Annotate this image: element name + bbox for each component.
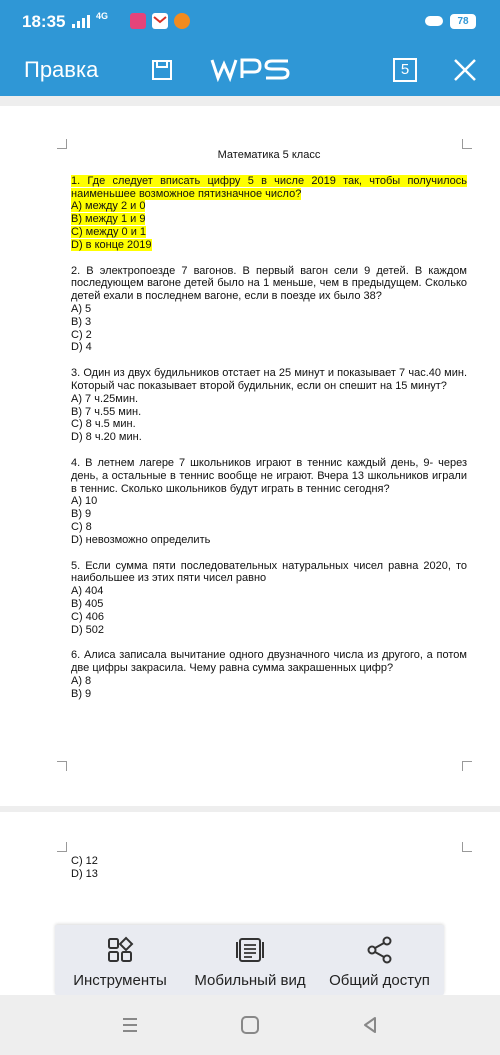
question-3 [71, 367, 467, 444]
question-2 [71, 265, 467, 355]
document-page-1[interactable] [0, 106, 500, 806]
question-text: 3. Один из двух будильников отстает на 25 минут и показывает 7 час.40 мин. Который час показывает второй будильник, если он спешит на 15 минут? [71, 367, 467, 392]
question-text: 5. Если сумма пяти последовательных натуральных чисел равна 2020, то наибольшее из этих пяти чисел равно [71, 559, 467, 585]
option: B) 3 [71, 315, 92, 328]
app-icon [174, 13, 190, 29]
tab-count-button[interactable]: 5 [393, 58, 417, 82]
share-button[interactable] [315, 925, 444, 995]
wps-logo [210, 56, 292, 82]
question-6 [71, 649, 467, 700]
option: D) невозможно определить [71, 533, 211, 546]
option: A) 10 [71, 495, 98, 508]
option: C) 2 [71, 328, 92, 341]
option: D) 502 [71, 623, 105, 636]
tools-icon [106, 936, 134, 964]
question-text: 1. Где следует вписать цифру 5 в числе 2019 так, чтобы получилось наименьшее возможное пятизначное число? [71, 174, 467, 200]
crop-mark [462, 761, 472, 771]
option: B) 9 [71, 508, 92, 521]
music-app-icon [130, 13, 146, 29]
save-icon[interactable] [150, 58, 174, 82]
option: B) 9 [71, 687, 92, 700]
document-body-continued [71, 855, 467, 881]
crop-mark [462, 139, 472, 149]
option: C) 12 [71, 855, 98, 867]
app-toolbar [0, 44, 500, 96]
option: D) 4 [71, 341, 92, 354]
question-text: 4. В летнем лагере 7 школьников играют в теннис каждый день, 9- через день, а остальные в теннис вообще не играют. Вчера 13 школьников играли в теннис. Сколько школьников будут играть в теннис сегодня? [71, 456, 467, 495]
edit-button[interactable]: Правка [24, 57, 99, 82]
option: A) 7 ч.25мин. [71, 392, 139, 405]
question-text: 6. Алиса записала вычитание одного двузначного числа из другого, а потом две цифры закрасила. Чему равна сумма закрашенных цифр? [71, 649, 467, 675]
status-bar [0, 0, 500, 44]
tools-label: Инструменты [73, 972, 167, 989]
option: C) 406 [71, 610, 105, 623]
crop-mark [57, 842, 67, 852]
option: D) в конце 2019 [71, 238, 152, 251]
back-icon[interactable] [360, 1015, 380, 1035]
question-5 [71, 560, 467, 637]
option: B) 405 [71, 597, 104, 610]
option: A) 8 [71, 674, 92, 687]
mobile-view-label: Мобильный вид [194, 972, 306, 989]
option: A) 404 [71, 585, 104, 598]
clock: 18:35 [22, 12, 66, 31]
home-icon[interactable] [240, 1015, 260, 1035]
crop-mark [57, 761, 67, 771]
gmail-icon [152, 13, 168, 29]
mobile-view-button[interactable] [185, 925, 315, 995]
tools-button[interactable] [55, 925, 185, 995]
network-type: 4G [96, 11, 109, 21]
mobile-view-icon [236, 936, 264, 964]
gamepad-icon [424, 14, 444, 28]
share-label: Общий доступ [329, 972, 430, 989]
question-text: 2. В электропоезде 7 вагонов. В первый вагон сели 9 детей. В каждом последующем вагоне детей было на 1 меньше, чем в предыдущем. Сколько детей ехали в последнем вагоне, если в поезде их было 38? [71, 264, 467, 303]
close-icon[interactable] [452, 57, 478, 83]
option: C) 8 [71, 520, 92, 533]
document-title: Математика 5 класс [217, 149, 321, 161]
option: C) 8 ч.5 мин. [71, 418, 136, 431]
signal-icon [72, 14, 90, 28]
option: D) 8 ч.20 мин. [71, 431, 142, 444]
bottom-action-panel [55, 925, 444, 995]
option: A) 5 [71, 302, 92, 315]
system-nav-bar [0, 995, 500, 1055]
option: D) 13 [71, 867, 98, 880]
question-1 [71, 175, 467, 252]
crop-mark [57, 139, 67, 149]
option: B) между 1 и 9 [71, 213, 146, 226]
menu-icon[interactable] [120, 1015, 140, 1035]
option: C) между 0 и 1 [71, 225, 147, 238]
battery-icon: 78 [450, 14, 476, 29]
option: A) между 2 и 0 [71, 200, 146, 213]
question-4 [71, 457, 467, 547]
option: B) 7 ч.55 мин. [71, 405, 142, 418]
share-icon [366, 936, 394, 964]
crop-mark [462, 842, 472, 852]
document-body [71, 149, 467, 713]
